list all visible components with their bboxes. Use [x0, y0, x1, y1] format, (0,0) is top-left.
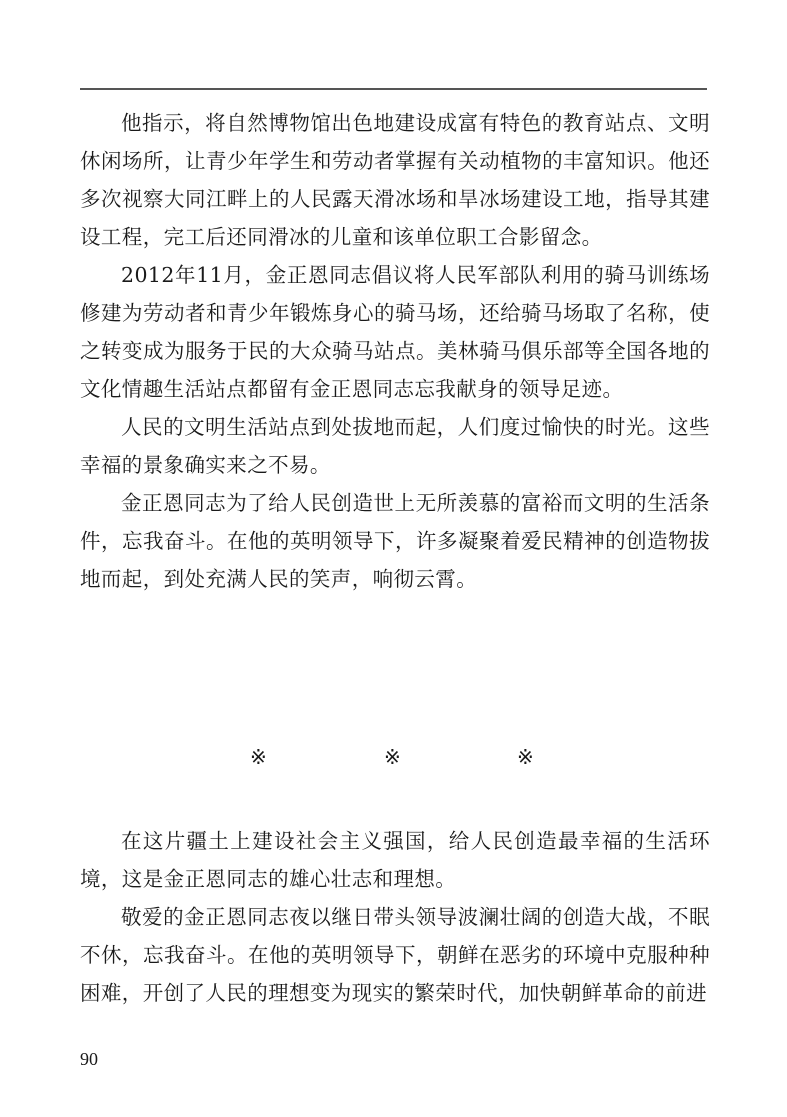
separator-mark: ※	[384, 745, 401, 769]
paragraph: 人民的文明生活站点到处拔地而起，人们度过愉快的时光。这些幸福的景象确实来之不易。	[80, 415, 710, 477]
header-rule	[80, 88, 707, 90]
paragraph: 他指示，将自然博物馆出色地建设成富有特色的教育站点、文明休闲场所，让青少年学生和劳动者掌握有关动植物的丰富知识。他还多次视察大同江畔上的人民露天滑冰场和旱冰场建设工地，指导其建设工程，完工后还同滑冰的儿童和该单位职工合影留念。	[80, 111, 710, 249]
paragraph: 2012年11月，金正恩同志倡议将人民军部队利用的骑马训练场修建为劳动者和青少年锻炼身心的骑马场，还给骑马场取了名称，使之转变成为服务于民的大众骑马站点。美林骑马俱乐部等全国各地的文化情趣生活站点都留有金正恩同志忘我献身的领导足迹。	[80, 263, 710, 401]
page-number: 90	[80, 1049, 98, 1069]
paragraph: 在这片疆土上建设社会主义强国，给人民创造最幸福的生活环境，这是金正恩同志的雄心壮志和理想。	[80, 829, 710, 891]
text-block-top	[80, 104, 710, 598]
paragraph: 敬爱的金正恩同志夜以继日带头领导波澜壮阔的创造大战，不眠不休，忘我奋斗。在他的英明领导下，朝鲜在恶劣的环境中克服种种困难，开创了人民的理想变为现实的繁荣时代，加快朝鲜革命的前进	[80, 905, 710, 1005]
text-block-bottom	[80, 822, 710, 1012]
separator-mark: ※	[517, 745, 534, 769]
separator-mark: ※	[250, 745, 267, 769]
paragraph: 金正恩同志为了给人民创造世上无所羡慕的富裕而文明的生活条件，忘我奋斗。在他的英明领导下，许多凝聚着爱民精神的创造物拔地而起，到处充满人民的笑声，响彻云霄。	[80, 491, 710, 591]
section-separator	[0, 742, 787, 772]
